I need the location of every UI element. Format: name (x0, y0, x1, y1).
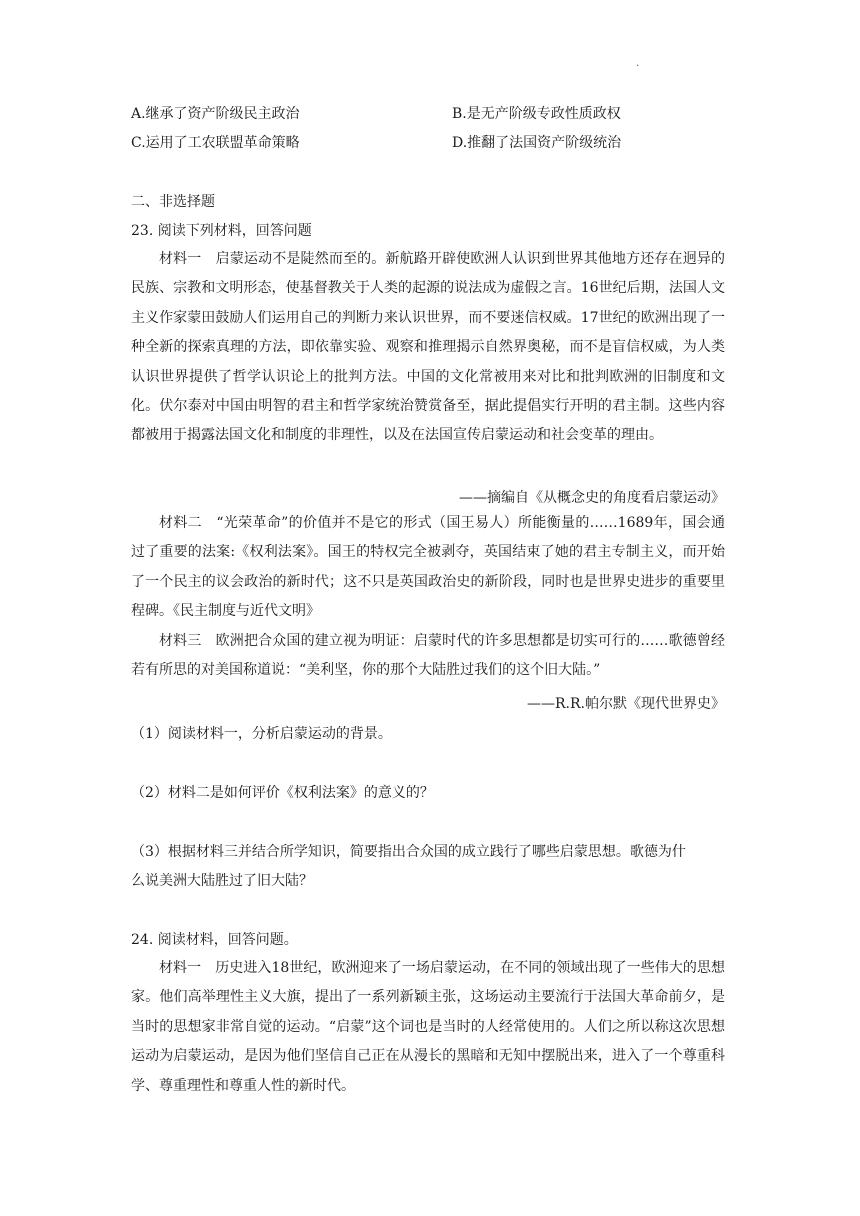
q23-material-2: 材料二 “光荣革命”的价值并不是它的形式（国王易人）所能衡量的……1689年，国会通过了重要的法案:《权利法案》。国王的特权完全被剥夺，英国结束了她的君主专制主义，而开始了一个民主的议会政治的新时代；这不只是英国政治史的新阶段，同时也是世界史进步的重要里程碑。《民主制度与近代文明》 (131, 515, 725, 620)
q23-sub-question-3-line-2: 么说美洲大陆胜过了旧大陆？ (131, 873, 313, 889)
q23-material-1-source: ——摘编自《从概念史的角度看启蒙运动》 (459, 490, 725, 506)
q23-stem: 23. 阅读下列材料，回答问题 (131, 223, 312, 239)
q23-sub-question-3-line-1: （3）根据材料三并结合所学知识，简要指出合众国的成立践行了哪些启蒙思想。歌德为什 (131, 844, 686, 860)
q23-material-3-source: ——R.R.帕尔默《现代世界史》 (527, 696, 725, 712)
option-a: A.继承了资产阶级民主政治 (131, 106, 300, 122)
options-row-1 (131, 104, 731, 124)
q23-sub-question-1: （1）阅读材料一，分析启蒙运动的背景。 (131, 726, 392, 742)
option-b: B.是无产阶级专政性质政权 (452, 106, 621, 122)
q23-material-3: 材料三 欧洲把合众国的建立视为明证：启蒙时代的许多思想都是切实可行的……歌德曾经若有所思的对美国称道说：“美利坚，你的那个大陆胜过我们的这个旧大陆。” (131, 633, 725, 679)
options-row-2 (131, 133, 731, 153)
section-title: 二、非选择题 (131, 194, 215, 210)
q24-material-1: 材料一 历史进入18世纪，欧洲迎来了一场启蒙运动，在不同的领域出现了一些伟大的思想家。他们高举理性主义大旗，提出了一系列新颖主张，这场运动主要流行于法国大革命前夕，是当时的思想家非常自觉的运动。“启蒙”这个词也是当时的人经常使用的。人们之所以称这次思想运动为启蒙运动，是因为他们坚信自己正在从漫长的黑暗和无知中摆脱出来，进入了一个尊重科学、尊重理性和尊重人性的新时代。 (131, 960, 725, 1094)
q23-material-1: 材料一 启蒙运动不是陡然而至的。新航路开辟使欧洲人认识到世界其他地方还存在迥异的民族、宗教和文明形态，使基督教关于人类的起源的说法成为虚假之言。16世纪后期，法国人文主义作家蒙田鼓励人们运用自己的判断力来认识世界，而不要迷信权威。17世纪的欧洲出现了一种全新的探索真理的方法，即依靠实验、观察和推理揭示自然界奥秘，而不是盲信权威，为人类认识世界提供了哲学认识论上的批判方法。中国的文化常被用来对比和批判欧洲的旧制度和文化。伏尔泰对中国由明智的君主和哲学家统治赞赏备至，据此提倡实行开明的君主制。这些内容都被用于揭露法国文化和制度的非理性，以及在法国宣传启蒙运动和社会变革的理由。 (131, 251, 725, 444)
q23-sub-question-2: （2）材料二是如何评价《权利法案》的意义的？ (131, 785, 434, 801)
option-c: C.运用了工农联盟革命策略 (131, 135, 300, 151)
q24-stem: 24. 阅读材料，回答问题。 (131, 932, 298, 948)
header-mark: . (636, 58, 640, 69)
option-d: D.推翻了法国资产阶级统治 (452, 135, 622, 151)
